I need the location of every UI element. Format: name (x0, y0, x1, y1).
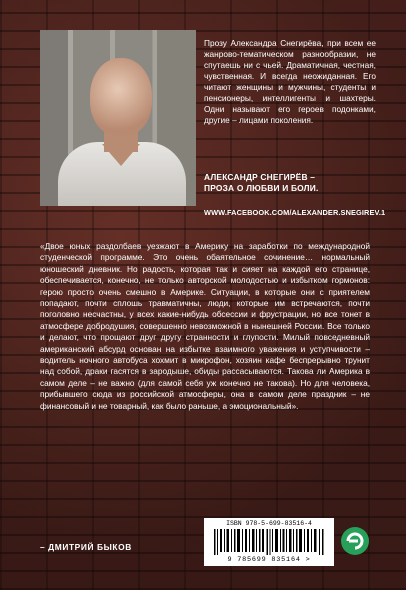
quote-author: – ДМИТРИЙ БЫКОВ (40, 542, 132, 552)
barcode-digits: 9 785699 835164 > (227, 556, 311, 564)
barcode-icon (214, 529, 324, 555)
isbn-label: ISBN 978-5-699-83516-4 (226, 520, 312, 527)
eksmo-logo-icon (340, 526, 370, 556)
author-head (90, 58, 152, 136)
barcode-block (204, 518, 334, 566)
author-slogan: АЛЕКСАНДР СНЕГИРЁВ – ПРОЗА О ЛЮБВИ И БОЛИ. (204, 172, 319, 193)
review-quote: «Двое юных раздолбаев уезжают в Америку на заработки по международной студенческой программе. Это очень обаятельное сочинение… нормальный юношеский дневник. Но радость, которая так и сияет на каждой его странице, обеспечивается, конечно, не только авторской молодостью и избытком гормонов: герою просто очень смешно в Америке. Ситуации, в которые они с приятелем попадают, почти сплошь травматичны, люди, которые им встречаются, почти поголовно несчастны, у всех какие-нибудь обсессии и фрустрации, но все тонет в атмосфере добродушия, совершенно невозможной в нынешней России. Все только и делают, что прощают друг другу странности и глупости. Милый повседневный американский абсурд основан на избытке взаимного уважения и уступчивости – водитель ночного автобуса хохмит в микрофон, хозяин кафе беспрерывно трунит над собой, драки гасятся в зародыше, обиды рассасываются. Такова ли Америка в самом деле – не важно (для самой себя уж конечно не такова). Но для человека, прибывшего сюда из российской атмосферы, она в самом деле праздник – не финансовый и не товарный, как было раньше, а эмоциональный». (40, 241, 370, 411)
author-bio: Прозу Александра Снегирёва, при всем ее жанрово-тематическом разнообразии, не спутаешь ни с чьей. Драматичная, честная, чувственная. И всегда неожиданная. Его читают женщины и мужчины, студенты и пенсионеры, интеллигенты и шахтеры. Одни называют его героев подонками, другие – лицами поколения. (204, 38, 376, 125)
author-photo (40, 30, 196, 206)
facebook-link[interactable]: WWW.FACEBOOK.COM/ALEXANDER.SNEGIREV.1 (204, 208, 386, 217)
